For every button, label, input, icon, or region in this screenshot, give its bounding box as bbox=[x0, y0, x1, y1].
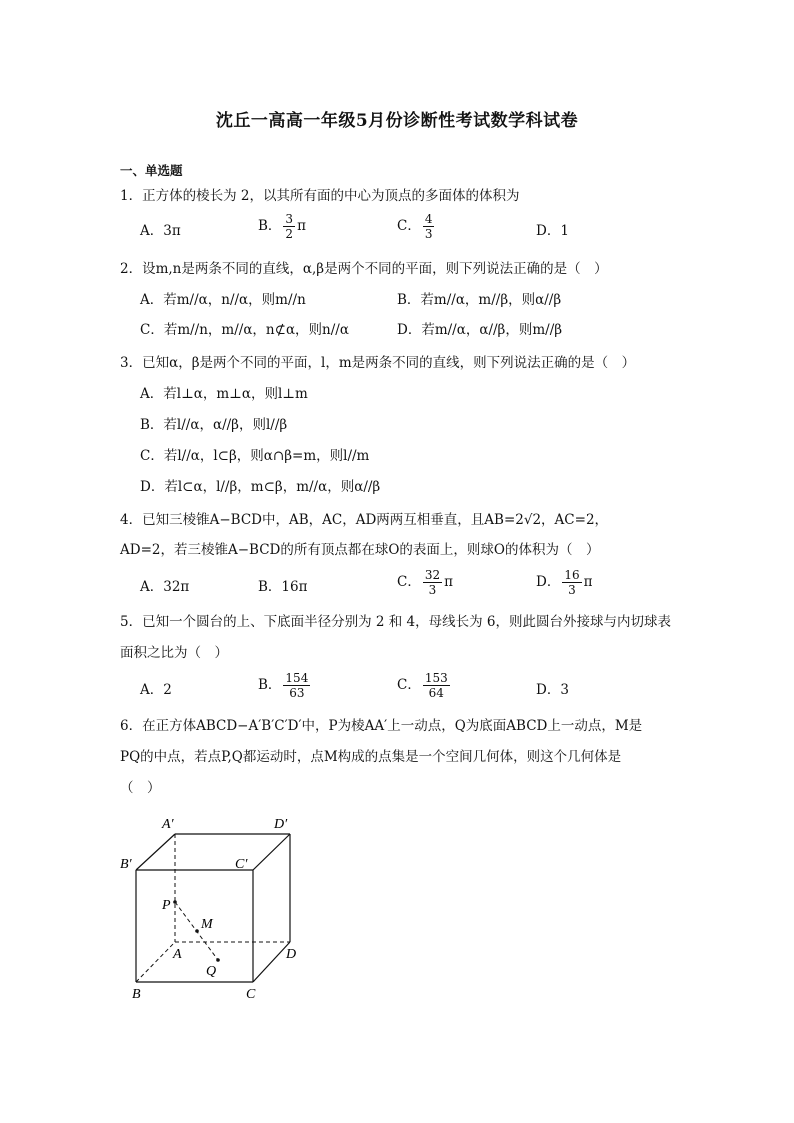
edge-b1a1 bbox=[136, 834, 175, 870]
q5-option-d: D．3 bbox=[536, 682, 569, 698]
q1-option-c: C． $\frac{4}{3}$ bbox=[397, 212, 433, 241]
q1-option-d: D．1 bbox=[536, 223, 569, 239]
q1-option-a: A．3π bbox=[140, 223, 181, 239]
point-p bbox=[173, 900, 177, 904]
point-m bbox=[195, 929, 199, 933]
label-b1: B′ bbox=[120, 857, 132, 872]
label-b: B bbox=[132, 987, 141, 1002]
edge-ab bbox=[136, 942, 175, 982]
q6-stem-line2: PQ的中点，若点P,Q都运动时，点M构成的点集是一个空间几何体，则这个几何体是 bbox=[120, 749, 622, 765]
section-heading: 一、单选题 bbox=[120, 163, 183, 178]
q6-stem-line3: （ ） bbox=[120, 780, 161, 796]
q4-option-a: A．32π bbox=[140, 579, 190, 595]
edge-c1d1 bbox=[253, 834, 290, 870]
q2-option-a: A．若m//α，n//α，则m//n bbox=[140, 292, 306, 308]
q5-option-b: B． $\frac{154}{63}$ bbox=[258, 671, 309, 700]
q5-stem-line2: 面积之比为（ ） bbox=[120, 645, 228, 661]
q3-stem: 3．已知α，β是两个不同的平面，l，m是两条不同的直线，则下列说法正确的是（ ） bbox=[120, 355, 636, 371]
q2-option-c: C．若m//n，m//α，n⊄α，则n//α bbox=[140, 322, 349, 338]
q5-option-c: C． $\frac{153}{64}$ bbox=[397, 671, 448, 700]
q6-stem-line1: 6．在正方体ABCD−A′B′C′D′中，P为棱AA′上一动点，Q为底面ABCD上一动点，M是 bbox=[120, 718, 643, 734]
q4-stem-line1: 4．已知三棱锥A−BCD中，AB，AC，AD两两互相垂直，且AB=2√2，AC=2， bbox=[120, 512, 609, 528]
q4-option-b: B．16π bbox=[258, 579, 308, 595]
label-d: D bbox=[286, 947, 297, 962]
q4-stem-line2: AD=2，若三棱锥A−BCD的所有顶点都在球O的表面上，则球O的体积为（ ） bbox=[120, 542, 600, 558]
label-q: Q bbox=[206, 964, 217, 979]
label-a: A bbox=[173, 947, 182, 962]
q3-option-d: D．若l⊂α，l//β，m⊂β，m//α，则α//β bbox=[140, 479, 381, 495]
q1-stem: 1．正方体的棱长为 2，以其所有面的中心为顶点的多面体的体积为 bbox=[120, 188, 520, 204]
q2-option-b: B．若m//α，m//β，则α//β bbox=[397, 292, 562, 308]
point-q bbox=[216, 958, 220, 962]
label-d1: D′ bbox=[274, 817, 288, 832]
label-m: M bbox=[201, 917, 213, 932]
edge-cd bbox=[253, 942, 290, 982]
q4-option-c: C． $\frac{32}{3}$ π bbox=[397, 568, 453, 597]
q5-option-a: A．2 bbox=[140, 682, 172, 698]
q1-option-b: B． $\frac{3}{2}$ π bbox=[258, 212, 306, 241]
label-c1: C′ bbox=[235, 857, 248, 872]
q2-stem: 2．设m,n是两条不同的直线，α,β是两个不同的平面，则下列说法正确的是（ ） bbox=[120, 261, 608, 277]
page-title: 沈丘一高高一年级5月份诊断性考试数学科试卷 bbox=[215, 111, 579, 131]
q3-option-b: B．若l//α，α//β，则l//β bbox=[140, 417, 288, 433]
q4-option-d: D． $\frac{16}{3}$ π bbox=[536, 568, 593, 597]
label-a1: A′ bbox=[162, 817, 174, 832]
cube-figure bbox=[118, 812, 318, 1007]
q2-option-d: D．若m//α，α//β，则m//β bbox=[397, 322, 563, 338]
q3-option-a: A．若l⊥α，m⊥α，则l⊥m bbox=[140, 386, 308, 402]
label-p: P bbox=[162, 898, 171, 913]
q3-option-c: C．若l//α，l⊂β，则α∩β=m，则l//m bbox=[140, 448, 370, 464]
label-c: C bbox=[246, 987, 256, 1002]
q5-stem-line1: 5．已知一个圆台的上、下底面半径分别为 2 和 4，母线长为 6，则此圆台外接球与内切球表 bbox=[120, 614, 672, 630]
